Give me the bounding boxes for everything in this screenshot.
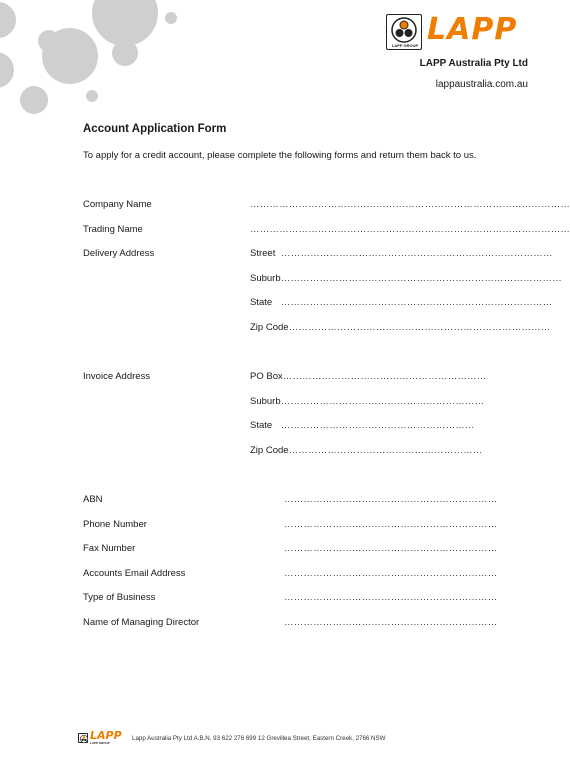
intro-text: To apply for a credit account, please complete the following forms and return them back to us. — [83, 150, 477, 161]
trading-name-label: Trading Name — [83, 224, 143, 235]
invoice-zip-field[interactable]: Zip Code…………………………………………………… — [250, 445, 483, 456]
company-name-field[interactable]: ……………………………………………………………………………………… — [250, 199, 570, 210]
invoice-suburb-field[interactable]: Suburb……………………………………………………… — [250, 396, 485, 407]
suburb-label: Suburb — [250, 396, 281, 407]
footer-logo-group-text: LAPP GROUP — [90, 741, 110, 745]
state-label: State — [250, 297, 273, 308]
decorative-circle — [0, 2, 16, 38]
business-type-label: Type of Business — [83, 592, 156, 603]
page-title: Account Application Form — [83, 123, 227, 135]
invoice-pobox-field[interactable]: PO Box……………………………………………………… — [250, 371, 487, 382]
delivery-suburb-field[interactable]: Suburb…………………………………………………………………………… — [250, 273, 562, 284]
phone-field[interactable]: ………………………………………………………… — [284, 519, 498, 530]
decorative-circle — [0, 52, 14, 88]
fax-field[interactable]: ………………………………………………………… — [284, 543, 498, 554]
footer — [78, 729, 518, 748]
delivery-street-field[interactable]: Street ………………………………………………………………………… — [250, 248, 553, 259]
decorative-circle — [165, 12, 177, 24]
trading-name-field[interactable]: ……………………………………………………………………………………… — [250, 224, 570, 235]
footer-address-text: Lapp Australia Pty Ltd A.B.N. 93 622 276 699 12 Grevillea Street, Eastern Creek, 2766 NSW — [132, 735, 386, 742]
cable-cross-section-icon — [386, 14, 422, 50]
phone-label: Phone Number — [83, 519, 147, 530]
decorative-circle — [112, 40, 138, 66]
cable-cross-section-icon — [78, 733, 88, 743]
suburb-label: Suburb — [250, 273, 281, 284]
pobox-label: PO Box — [250, 371, 283, 382]
decorative-circle — [42, 28, 98, 84]
accounts-email-field[interactable]: ………………………………………………………… — [284, 568, 498, 579]
abn-field[interactable]: ………………………………………………………… — [284, 494, 498, 505]
decorative-circle — [20, 86, 48, 114]
delivery-zip-field[interactable]: Zip Code……………………………………………………………………… — [250, 322, 551, 333]
delivery-state-field[interactable]: State ………………………………………………………………………… — [250, 297, 553, 308]
logo-wordmark: LAPP — [427, 12, 518, 47]
footer-logo — [78, 729, 124, 748]
company-name-heading: LAPP Australia Pty Ltd — [419, 58, 528, 69]
business-type-field[interactable]: ………………………………………………………… — [284, 592, 498, 603]
zip-label: Zip Code — [250, 445, 289, 456]
street-label: Street — [250, 248, 276, 259]
fax-label: Fax Number — [83, 543, 136, 554]
zip-label: Zip Code — [250, 322, 289, 333]
logo-group-text: LAPP GROUP — [391, 43, 419, 48]
footer-logo-wordmark: LAPP — [90, 729, 122, 742]
invoice-state-field[interactable]: State …………………………………………………… — [250, 420, 475, 431]
managing-director-label: Name of Managing Director — [83, 617, 200, 628]
lapp-logo — [386, 14, 536, 52]
invoice-address-label: Invoice Address — [83, 371, 151, 382]
delivery-address-label: Delivery Address — [83, 248, 155, 259]
decorative-circle — [86, 90, 98, 102]
website-link[interactable]: lappaustralia.com.au — [435, 79, 528, 90]
state-label: State — [250, 420, 273, 431]
company-name-label: Company Name — [83, 199, 152, 210]
abn-label: ABN — [83, 494, 103, 505]
managing-director-field[interactable]: ………………………………………………………… — [284, 617, 498, 628]
accounts-email-label: Accounts Email Address — [83, 568, 186, 579]
